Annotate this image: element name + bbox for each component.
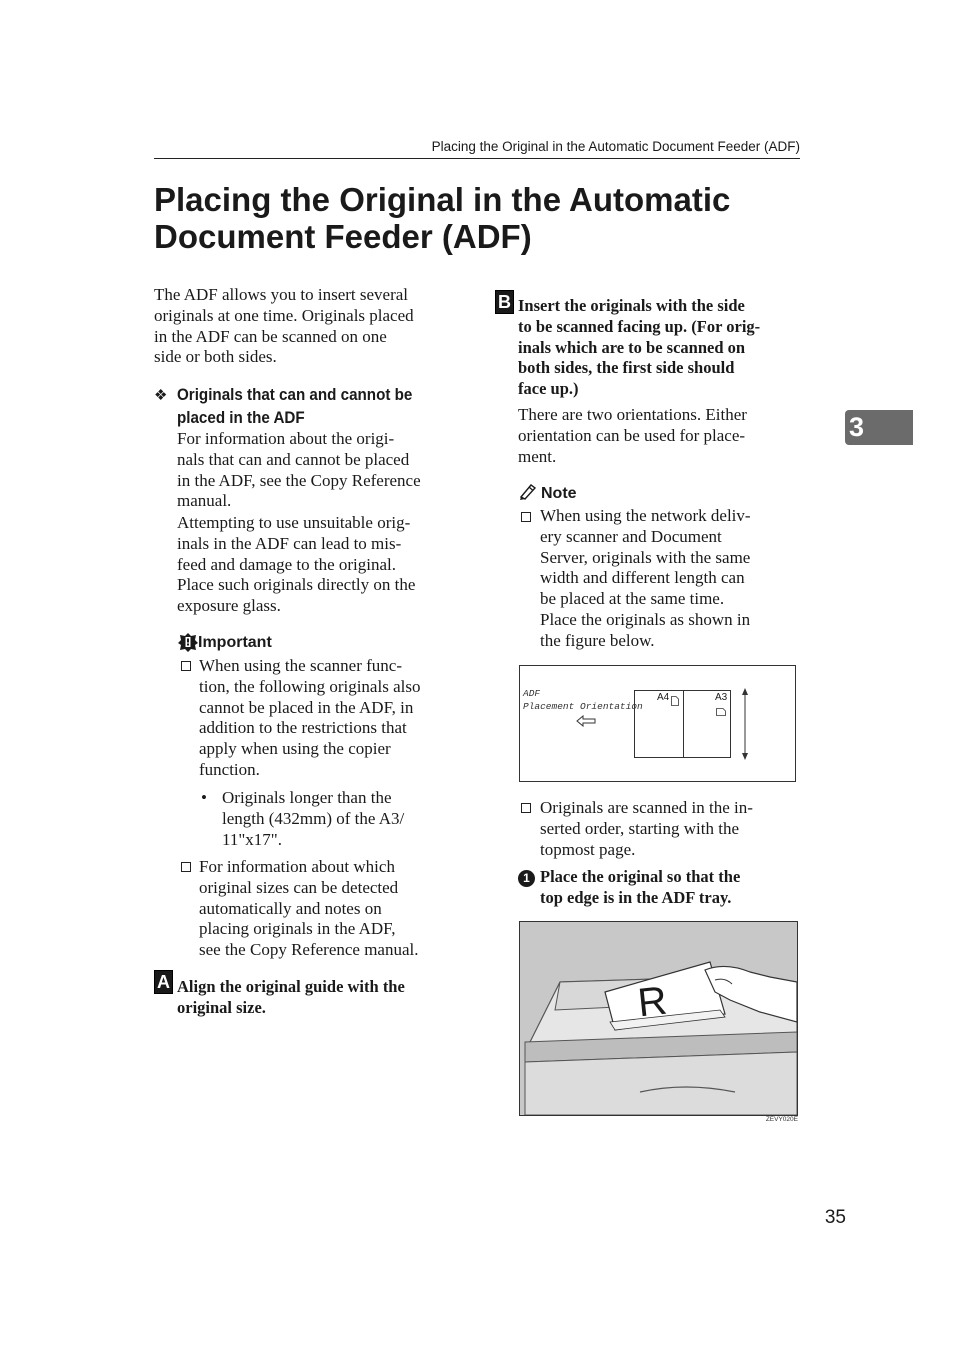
double-arrow-icon	[740, 688, 750, 765]
section-paragraph-2: Attempting to use unsuitable orig- inals in the ADF can lead to mis- feed and damage to the original. Place such originals directly on the exposure glass.	[177, 513, 416, 616]
important-label: Important	[198, 634, 272, 651]
note-label: Note	[541, 485, 577, 502]
checkbox-icon	[521, 803, 531, 813]
adf-illustration	[519, 921, 798, 1116]
portrait-page-icon	[671, 693, 679, 711]
checkbox-icon	[181, 862, 191, 872]
header-rule	[154, 158, 800, 159]
arrow-left-icon	[576, 714, 596, 732]
section-heading: Originals that can and cannot be placed in the ADF	[177, 386, 413, 427]
sub-step-1-badge: 1	[518, 870, 535, 887]
intro-paragraph: The ADF allows you to insert several originals at one time. Originals placed in the ADF can be scanned on one side or both sides.	[154, 285, 414, 367]
step-b-text: Insert the originals with the side to be scanned facing up. (For orig- inals which are to be scanned on both sides, the first side should face up.)	[518, 296, 761, 399]
important-sub-item: Originals longer than the length (432mm) of the A3/ 11"x17".	[222, 788, 405, 849]
note-item-1: When using the network deliv- ery scanner and Document Server, originals with the same width and different length can be placed at the same time. Place the originals as shown in the figure below.	[540, 506, 751, 650]
important-item-1: When using the scanner func- tion, the following originals also cannot be placed in the ADF, in addition to the restrictions that apply when using the copier function.	[199, 656, 421, 779]
step-a-badge: A	[154, 970, 173, 994]
a4-label: A4	[657, 692, 670, 703]
important-item-2: For information about which original sizes can be detected automatically and notes on placing originals in the ADF, see the Copy Reference manual.	[199, 857, 419, 960]
step-b-paragraph: There are two orientations. Either orientation can be used for place- ment.	[518, 405, 747, 466]
placement-orientation-figure	[519, 665, 796, 782]
figure-label-orientation: Placement Orientation	[523, 701, 643, 712]
sub-step-1-text: Place the original so that the top edge is in the ADF tray.	[540, 867, 741, 907]
section-paragraph-1: For information about the origi- nals that can and cannot be placed in the ADF, see the Copy Reference manual.	[177, 429, 421, 511]
diamond-bullet-icon: ❖	[154, 387, 168, 404]
landscape-page-icon	[716, 703, 726, 721]
checkbox-icon	[181, 661, 191, 671]
sheet-letter: R	[635, 978, 670, 1026]
a3-label: A3	[715, 692, 728, 703]
important-icon	[177, 632, 199, 657]
checkbox-icon	[521, 512, 531, 522]
sub-bullet-icon: •	[201, 788, 207, 807]
page-title-line-1: Placing the Original in the Automatic	[154, 181, 731, 218]
step-a-text: Align the original guide with the original size.	[177, 977, 405, 1017]
chapter-tab: 3	[845, 410, 913, 445]
pencil-icon	[518, 482, 538, 505]
page-title	[154, 181, 794, 255]
step-b-badge: B	[495, 290, 514, 314]
page-number: 35	[824, 1207, 846, 1228]
running-header: Placing the Original in the Automatic Document Feeder (ADF)	[431, 139, 800, 154]
note-item-2: Originals are scanned in the in- serted order, starting with the topmost page.	[540, 798, 753, 859]
figure-code: ZEVY020E	[765, 1116, 798, 1123]
figure-label-adf: ADF	[523, 688, 541, 699]
page-title-line-2: Document Feeder (ADF)	[154, 218, 532, 255]
